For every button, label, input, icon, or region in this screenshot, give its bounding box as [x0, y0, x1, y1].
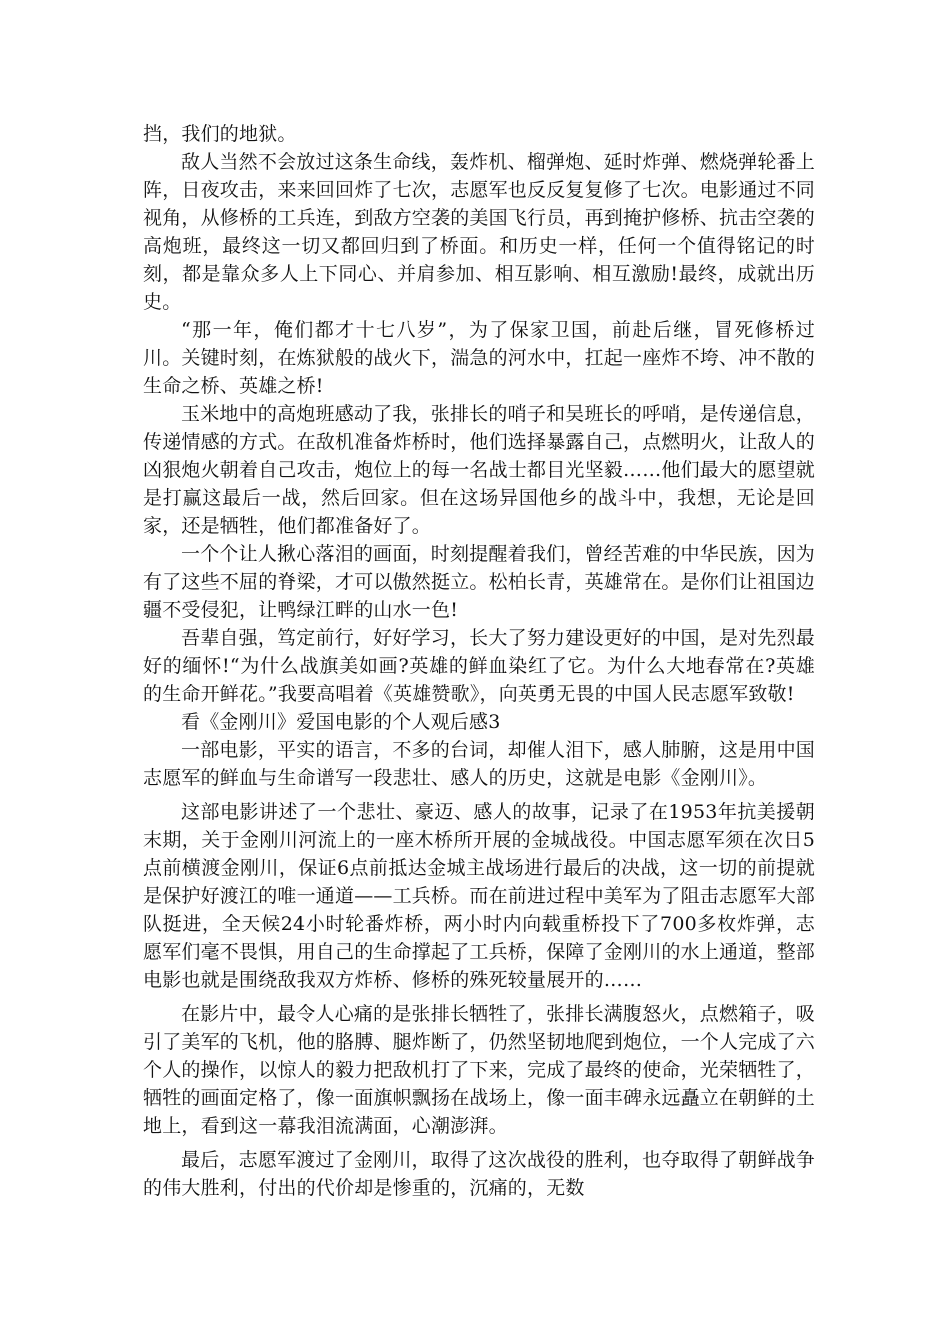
paragraph-7: 一部电影，平实的语言，不多的台词，却催人泪下，感人肺腑，这是用中国志愿军的鲜血与生命谱写一段悲壮、感人的历史，这就是电影《金刚川》。	[143, 739, 815, 789]
paragraph-6: 吾辈自强，笃定前行，好好学习，长大了努力建设更好的中国，是对先烈最好的缅怀!“为什么战旗美如画?英雄的鲜血染红了它。为什么大地春常在?英雄的生命开鲜花。”我要高唱着《英雄赞歌》，向英勇无畏的中国人民志愿军致敬!	[143, 627, 815, 705]
paragraph-3: “那一年，俺们都才十七八岁”，为了保家卫国，前赴后继，冒死修桥过川。关键时刻，在炼狱般的战火下，湍急的河水中，扛起一座炸不垮、冲不散的生命之桥、英雄之桥!	[143, 319, 816, 397]
paragraph-9: 在影片中，最令人心痛的是张排长牺牲了，张排长满腹怒火，点燃箱子，吸引了美军的飞机，他的胳膊、腿炸断了，仍然坚韧地爬到炮位，一个人完成了六个人的操作，以惊人的毅力把敌机打了下来，完成了最终的使命，光荣牺牲了，牺牲的画面定格了，像一面旗帜飘扬在战场上，像一面丰碑永远矗立在朝鲜的土地上，看到这一幕我泪流满面，心潮澎湃。	[143, 1003, 816, 1137]
paragraph-10: 最后，志愿军渡过了金刚川，取得了这次战役的胜利，也夺取得了朝鲜战争的伟大胜利，付出的代价却是惨重的，沉痛的，无数	[143, 1149, 815, 1199]
document-page	[143, 120, 815, 1202]
section-heading: 看《金刚川》爱国电影的个人观后感3	[181, 711, 501, 733]
paragraph-1: 挡，我们的地狱。	[143, 123, 297, 145]
paragraph-5: 一个个让人揪心落泪的画面，时刻提醒着我们，曾经苦难的中华民族，因为有了这些不屈的脊梁，才可以傲然挺立。松柏长青，英雄常在。是你们让祖国边疆不受侵犯，让鸭绿江畔的山水一色!	[143, 543, 816, 621]
paragraph-4: 玉米地中的高炮班感动了我，张排长的哨子和吴班长的呼哨，是传递信息，传递情感的方式。在敌机准备炸桥时，他们选择暴露自己，点燃明火，让敌人的凶狠炮火朝着自己攻击，炮位上的每一名战士都目光坚毅……他们最大的愿望就是打赢这最后一战，然后回家。但在这场异国他乡的战斗中，我想，无论是回家，还是牺牲，他们都准备好了。	[143, 403, 816, 537]
paragraph-8: 这部电影讲述了一个悲壮、豪迈、感人的故事，记录了在1953年抗美援朝末期，关于金刚川河流上的一座木桥所开展的金城战役。中国志愿军须在次日5点前横渡金刚川，保证6点前抵达金城主战场进行最后的决战，这一切的前提就是保护好渡江的唯一通道——工兵桥。而在前进过程中美军为了阻击志愿军大部队挺进，全天候24小时轮番炸桥，两小时内向载重桥投下了700多枚炸弹，志愿军们毫不畏惧，用自己的生命撑起了工兵桥，保障了金刚川的水上通道，整部电影也就是围绕敌我双方炸桥、修桥的殊死较量展开的……	[143, 801, 816, 991]
paragraph-2: 敌人当然不会放过这条生命线，轰炸机、榴弹炮、延时炸弹、燃烧弹轮番上阵，日夜攻击，来来回回炸了七次，志愿军也反反复复修了七次。电影通过不同视角，从修桥的工兵连，到敌方空袭的美国飞行员，再到掩护修桥、抗击空袭的高炮班，最终这一切又都回归到了桥面。和历史一样，任何一个值得铭记的时刻，都是靠众多人上下同心、并肩参加、相互影响、相互激励!最终，成就出历史。	[143, 151, 816, 313]
